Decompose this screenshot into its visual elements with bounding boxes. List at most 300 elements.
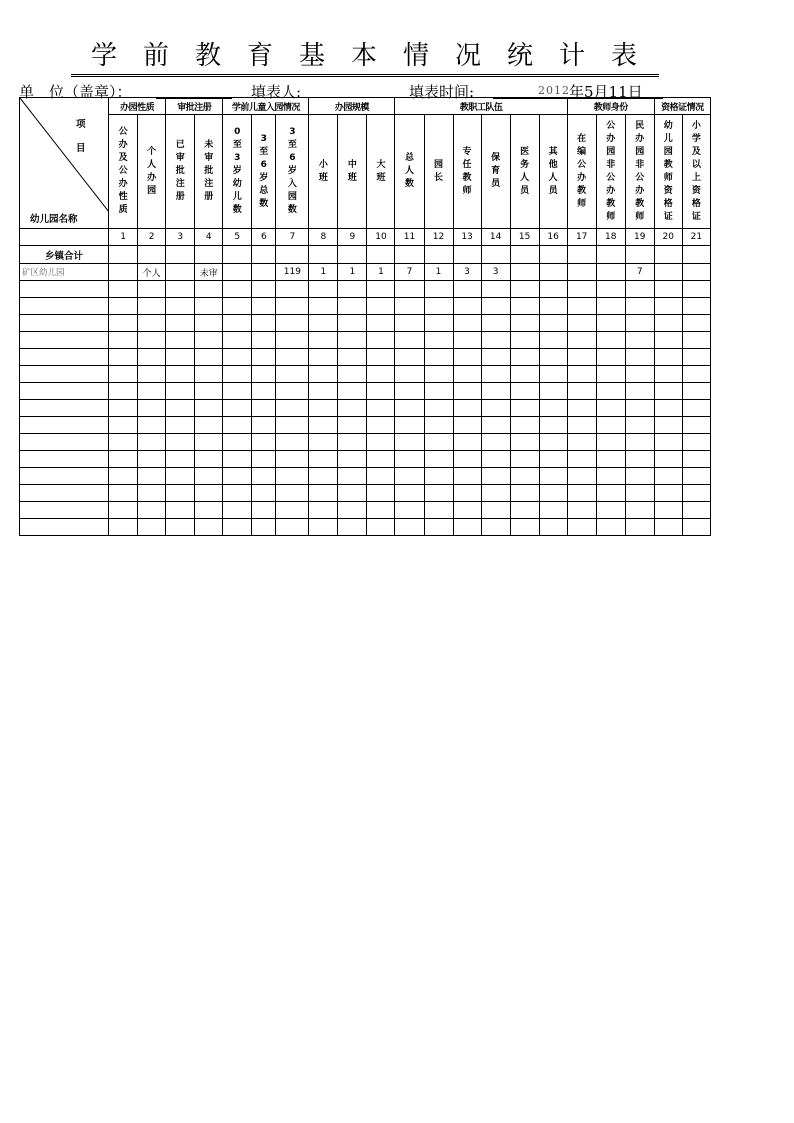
data-cell: 1	[424, 264, 453, 281]
total-cell	[338, 246, 367, 264]
data-cell	[539, 281, 567, 298]
data-cell: 1	[338, 264, 367, 281]
total-cell	[625, 246, 654, 264]
column-header-19	[625, 115, 654, 229]
data-cell: 119	[276, 264, 309, 281]
data-cell	[309, 434, 338, 451]
data-cell	[424, 434, 453, 451]
kindergarten-name-cell	[20, 400, 109, 417]
data-cell	[367, 519, 395, 536]
column-number: 18	[596, 229, 625, 246]
data-cell	[481, 366, 510, 383]
data-cell	[367, 298, 395, 315]
data-cell	[625, 417, 654, 434]
data-cell	[539, 298, 567, 315]
data-cell	[596, 298, 625, 315]
data-cell	[567, 349, 596, 366]
data-cell	[252, 434, 276, 451]
data-cell	[625, 400, 654, 417]
data-cell	[109, 417, 138, 434]
kindergarten-name-cell	[20, 383, 109, 400]
data-cell: 7	[395, 264, 424, 281]
column-header-15	[510, 115, 539, 229]
column-header-17	[567, 115, 596, 229]
data-cell	[654, 332, 682, 349]
total-cell	[367, 246, 395, 264]
data-cell	[138, 281, 166, 298]
data-cell	[625, 485, 654, 502]
total-cell	[395, 246, 424, 264]
table-row	[20, 349, 711, 366]
data-cell	[367, 485, 395, 502]
column-header-12	[424, 115, 453, 229]
data-cell	[166, 383, 195, 400]
table-row	[20, 417, 711, 434]
data-cell	[367, 400, 395, 417]
data-cell	[338, 349, 367, 366]
data-cell	[252, 281, 276, 298]
data-cell	[596, 468, 625, 485]
kindergarten-name-cell	[20, 502, 109, 519]
column-header-3	[166, 115, 195, 229]
data-cell	[539, 468, 567, 485]
column-number: 13	[453, 229, 481, 246]
data-cell	[309, 502, 338, 519]
data-cell	[166, 417, 195, 434]
column-number: 12	[424, 229, 453, 246]
data-cell	[682, 383, 710, 400]
data-cell	[223, 417, 252, 434]
data-cell	[252, 264, 276, 281]
column-header-row	[20, 115, 711, 229]
data-cell	[223, 315, 252, 332]
data-cell	[195, 400, 223, 417]
column-header-14	[481, 115, 510, 229]
data-cell	[596, 519, 625, 536]
data-cell	[596, 400, 625, 417]
column-header-label: 3至6岁总数	[259, 133, 269, 209]
number-row-blank	[20, 229, 109, 246]
data-cell	[395, 332, 424, 349]
date-year: 2012	[538, 84, 570, 97]
column-header-8	[309, 115, 338, 229]
data-cell	[682, 400, 710, 417]
column-number: 16	[539, 229, 567, 246]
total-cell	[682, 246, 710, 264]
data-cell	[424, 417, 453, 434]
column-header-label: 小班	[318, 159, 328, 183]
data-cell	[682, 434, 710, 451]
data-cell	[252, 451, 276, 468]
data-cell	[138, 434, 166, 451]
data-cell	[109, 485, 138, 502]
table-row	[20, 400, 711, 417]
total-cell	[195, 246, 223, 264]
data-cell	[625, 502, 654, 519]
data-cell: 3	[481, 264, 510, 281]
data-cell	[481, 383, 510, 400]
data-cell	[654, 349, 682, 366]
data-cell: 1	[367, 264, 395, 281]
kindergarten-name-cell	[20, 417, 109, 434]
data-cell: 3	[453, 264, 481, 281]
data-cell	[395, 366, 424, 383]
column-header-2	[138, 115, 166, 229]
data-cell	[625, 298, 654, 315]
data-cell	[166, 298, 195, 315]
data-cell	[309, 315, 338, 332]
data-cell	[395, 451, 424, 468]
data-cell	[539, 349, 567, 366]
total-cell	[510, 246, 539, 264]
data-cell	[338, 502, 367, 519]
data-cell	[539, 485, 567, 502]
data-cell	[195, 366, 223, 383]
data-cell	[223, 332, 252, 349]
data-cell	[539, 451, 567, 468]
data-cell	[367, 383, 395, 400]
data-cell	[367, 502, 395, 519]
data-cell	[453, 417, 481, 434]
kindergarten-name-cell	[20, 468, 109, 485]
document-page	[19, 40, 711, 279]
data-cell	[367, 332, 395, 349]
data-cell	[109, 383, 138, 400]
data-cell	[252, 468, 276, 485]
data-cell	[625, 383, 654, 400]
unit-label: 单 位（盖章）：	[19, 83, 132, 101]
data-cell	[252, 417, 276, 434]
column-header-6	[252, 115, 276, 229]
column-header-9	[338, 115, 367, 229]
data-cell	[166, 434, 195, 451]
data-cell	[367, 468, 395, 485]
data-cell	[223, 400, 252, 417]
data-cell	[596, 417, 625, 434]
column-header-label: 其他人员	[548, 146, 558, 196]
data-cell	[395, 502, 424, 519]
total-cell	[109, 246, 138, 264]
data-cell	[166, 315, 195, 332]
table-row	[20, 502, 711, 519]
data-cell	[654, 298, 682, 315]
column-number: 21	[682, 229, 710, 246]
data-cell	[654, 315, 682, 332]
kindergarten-name-cell	[20, 485, 109, 502]
data-cell	[109, 502, 138, 519]
data-cell	[567, 400, 596, 417]
data-cell	[510, 281, 539, 298]
data-cell	[539, 434, 567, 451]
data-cell	[682, 298, 710, 315]
data-cell	[424, 315, 453, 332]
column-header-label: 未审批注册	[204, 140, 214, 203]
data-cell	[276, 519, 309, 536]
data-cell	[510, 264, 539, 281]
data-cell	[625, 366, 654, 383]
data-cell	[223, 434, 252, 451]
data-cell	[682, 349, 710, 366]
total-cell	[424, 246, 453, 264]
data-cell	[625, 281, 654, 298]
group-enrollment: 学前儿童入园情况	[223, 98, 309, 115]
data-cell	[510, 485, 539, 502]
data-cell	[424, 519, 453, 536]
column-number: 2	[138, 229, 166, 246]
data-cell	[395, 485, 424, 502]
data-cell	[309, 485, 338, 502]
group-staff: 教职工队伍	[395, 98, 567, 115]
data-cell	[166, 366, 195, 383]
data-cell: 1	[309, 264, 338, 281]
table-row	[20, 485, 711, 502]
data-cell	[276, 383, 309, 400]
data-cell	[166, 264, 195, 281]
column-header-label: 在编公办教师	[577, 133, 587, 209]
data-cell	[367, 349, 395, 366]
table-row	[20, 298, 711, 315]
data-cell	[166, 281, 195, 298]
total-row	[20, 246, 711, 264]
data-cell	[682, 264, 710, 281]
data-cell	[309, 400, 338, 417]
data-cell	[567, 281, 596, 298]
data-cell	[252, 366, 276, 383]
data-cell	[682, 502, 710, 519]
data-cell	[338, 315, 367, 332]
data-cell	[654, 417, 682, 434]
column-header-label: 医务人员	[520, 146, 530, 196]
data-cell	[539, 315, 567, 332]
data-cell	[682, 366, 710, 383]
group-nature: 办园性质	[109, 98, 166, 115]
kindergarten-name-cell	[20, 451, 109, 468]
data-cell	[567, 315, 596, 332]
data-cell	[338, 485, 367, 502]
data-cell	[367, 434, 395, 451]
data-cell	[138, 366, 166, 383]
column-header-label: 保育员	[491, 153, 501, 190]
data-cell	[510, 298, 539, 315]
column-number: 9	[338, 229, 367, 246]
data-cell	[510, 502, 539, 519]
data-cell	[252, 519, 276, 536]
filler-label: 填表人:	[251, 83, 302, 101]
data-cell	[453, 400, 481, 417]
data-cell	[223, 502, 252, 519]
column-header-label: 公办园非公办教师	[606, 120, 616, 222]
data-cell	[276, 298, 309, 315]
data-cell	[510, 417, 539, 434]
data-cell	[252, 332, 276, 349]
data-cell	[539, 502, 567, 519]
data-cell	[510, 315, 539, 332]
data-cell	[309, 366, 338, 383]
data-cell	[682, 485, 710, 502]
data-cell	[276, 315, 309, 332]
data-cell	[567, 332, 596, 349]
data-cell	[195, 281, 223, 298]
data-cell	[166, 332, 195, 349]
header-item: 项	[76, 119, 86, 130]
data-cell	[309, 349, 338, 366]
data-cell	[166, 349, 195, 366]
data-cell	[166, 468, 195, 485]
statistics-table	[19, 97, 711, 536]
data-cell	[367, 417, 395, 434]
data-cell	[625, 451, 654, 468]
data-cell	[682, 451, 710, 468]
data-cell	[596, 349, 625, 366]
column-header-label: 中班	[347, 159, 357, 183]
data-cell	[276, 468, 309, 485]
data-cell	[309, 451, 338, 468]
data-cell	[338, 519, 367, 536]
date-rest: 年5月11日	[569, 83, 643, 101]
data-cell	[567, 264, 596, 281]
total-cell	[481, 246, 510, 264]
data-cell	[109, 315, 138, 332]
data-cell	[654, 485, 682, 502]
data-cell	[195, 519, 223, 536]
kindergarten-name-cell: 矿区幼儿园	[20, 264, 109, 281]
data-cell	[567, 519, 596, 536]
data-cell	[510, 519, 539, 536]
column-header-label: 民办园非公办教师	[635, 120, 645, 222]
data-cell	[109, 400, 138, 417]
table-row	[20, 315, 711, 332]
data-cell	[223, 468, 252, 485]
column-header-label: 个人办园	[147, 146, 157, 196]
data-cell	[596, 281, 625, 298]
data-cell	[276, 400, 309, 417]
group-registration: 审批注册	[166, 98, 223, 115]
data-cell	[109, 366, 138, 383]
data-cell	[682, 519, 710, 536]
total-cell	[309, 246, 338, 264]
data-cell	[510, 349, 539, 366]
data-cell	[424, 502, 453, 519]
data-cell	[252, 485, 276, 502]
data-cell	[195, 332, 223, 349]
data-cell	[510, 400, 539, 417]
data-cell	[138, 451, 166, 468]
data-cell	[567, 468, 596, 485]
data-cell	[223, 366, 252, 383]
data-cell	[109, 281, 138, 298]
data-cell	[309, 383, 338, 400]
column-number: 1	[109, 229, 138, 246]
data-cell	[223, 264, 252, 281]
data-cell	[338, 332, 367, 349]
column-number: 3	[166, 229, 195, 246]
data-cell	[453, 332, 481, 349]
data-cell	[223, 281, 252, 298]
data-cell	[453, 281, 481, 298]
data-cell	[567, 298, 596, 315]
total-cell	[223, 246, 252, 264]
data-cell	[195, 451, 223, 468]
data-cell	[367, 315, 395, 332]
data-cell	[481, 332, 510, 349]
data-cell	[481, 468, 510, 485]
table-row	[20, 264, 711, 281]
column-number: 5	[223, 229, 252, 246]
data-cell	[682, 417, 710, 434]
data-cell	[395, 315, 424, 332]
column-header-label: 已审批注册	[175, 140, 185, 203]
total-cell	[453, 246, 481, 264]
data-cell	[276, 485, 309, 502]
table-row	[20, 383, 711, 400]
data-cell	[395, 417, 424, 434]
data-cell	[453, 519, 481, 536]
data-cell	[481, 281, 510, 298]
data-cell	[309, 468, 338, 485]
data-cell	[252, 349, 276, 366]
data-cell	[625, 519, 654, 536]
total-cell	[567, 246, 596, 264]
total-cell	[138, 246, 166, 264]
time-label: 填表时间:	[409, 83, 475, 101]
data-cell	[309, 332, 338, 349]
column-header-label: 幼儿园教师资格证	[663, 120, 673, 222]
data-cell	[625, 468, 654, 485]
total-cell	[539, 246, 567, 264]
data-cell	[625, 434, 654, 451]
data-cell	[252, 298, 276, 315]
column-number: 19	[625, 229, 654, 246]
data-cell	[596, 502, 625, 519]
data-cell	[682, 281, 710, 298]
table-row	[20, 332, 711, 349]
data-cell	[395, 349, 424, 366]
data-cell	[453, 434, 481, 451]
column-header-13	[453, 115, 481, 229]
data-cell	[453, 468, 481, 485]
data-cell	[195, 434, 223, 451]
data-cell	[539, 519, 567, 536]
data-cell	[252, 400, 276, 417]
data-cell	[567, 366, 596, 383]
data-cell	[109, 451, 138, 468]
data-cell: 未审	[195, 264, 223, 281]
data-cell	[481, 400, 510, 417]
kindergarten-name-cell	[20, 315, 109, 332]
data-cell	[166, 519, 195, 536]
data-cell	[338, 366, 367, 383]
data-cell	[367, 281, 395, 298]
kindergarten-name-cell	[20, 298, 109, 315]
table-row	[20, 366, 711, 383]
data-cell	[625, 332, 654, 349]
data-cell	[596, 366, 625, 383]
data-cell	[654, 519, 682, 536]
data-cell	[481, 417, 510, 434]
data-cell	[654, 383, 682, 400]
data-cell	[453, 451, 481, 468]
data-cell	[195, 315, 223, 332]
data-cell	[596, 485, 625, 502]
data-cell	[424, 400, 453, 417]
table-row	[20, 519, 711, 536]
table-row	[20, 451, 711, 468]
kindergarten-name-cell	[20, 434, 109, 451]
header-kindergarten-name: 幼儿园名称	[30, 214, 78, 225]
data-cell	[510, 434, 539, 451]
diagonal-line	[20, 98, 109, 228]
data-cell	[596, 434, 625, 451]
